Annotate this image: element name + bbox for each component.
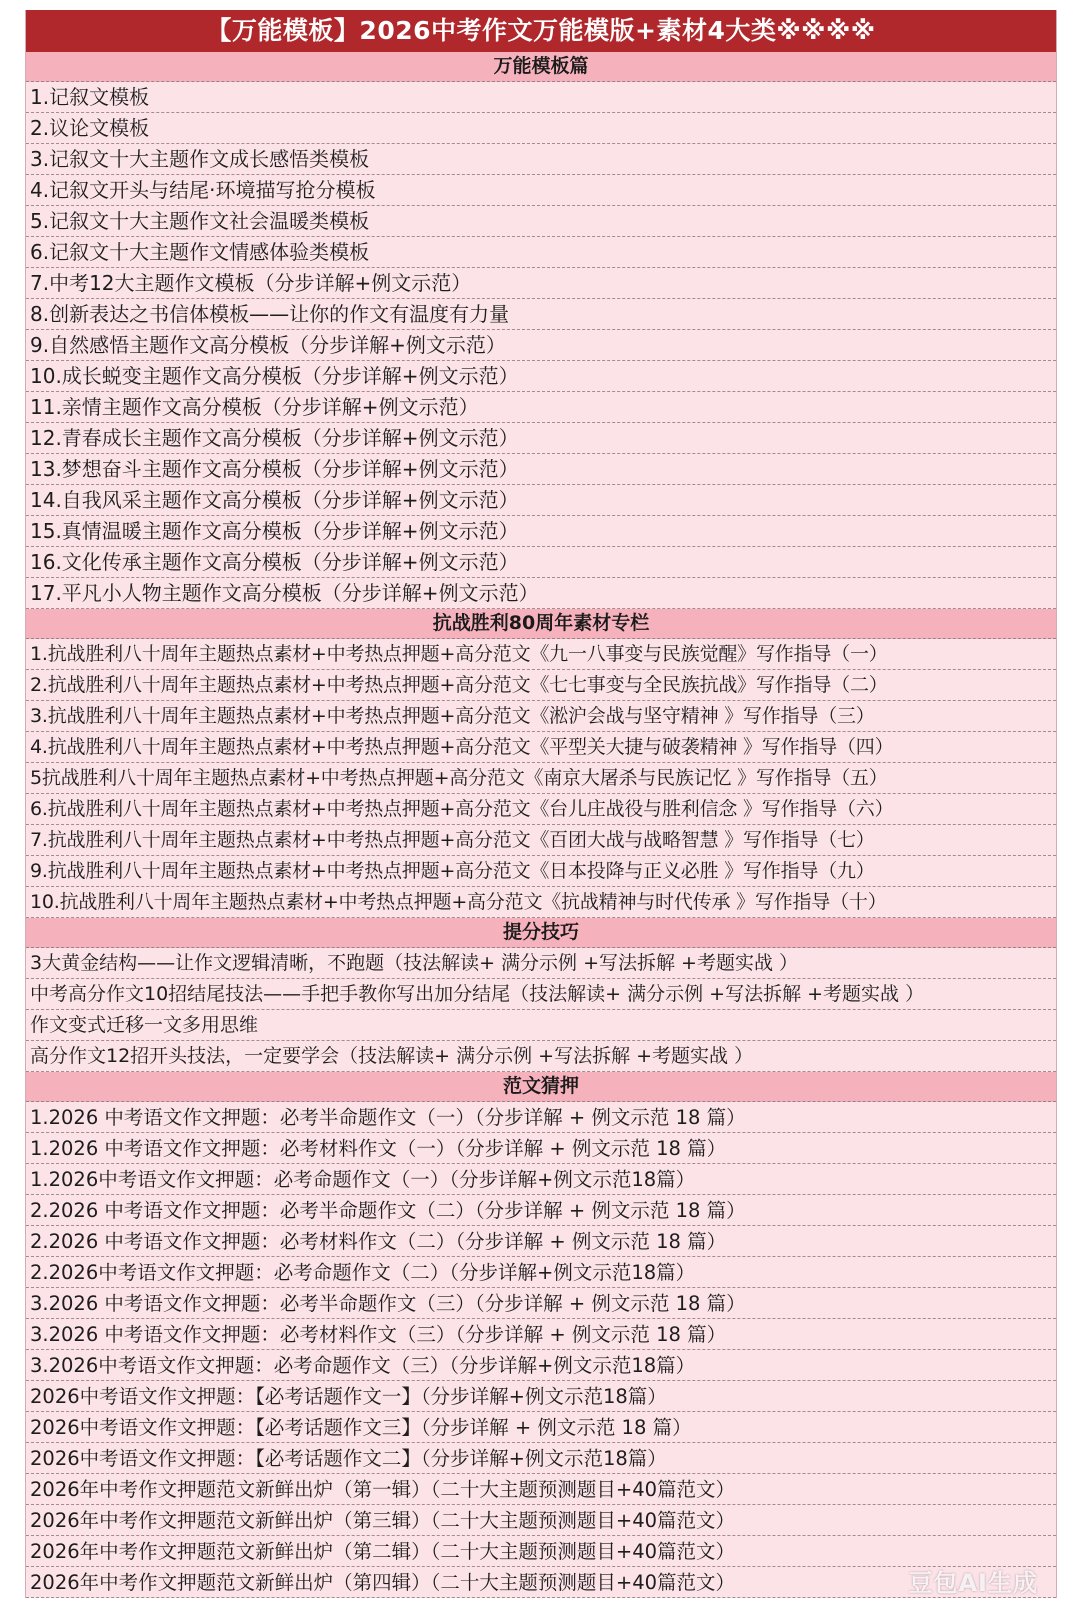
- list-item: 4.记叙文开头与结尾·环境描写抢分模板: [26, 175, 1056, 206]
- list-item: 9.自然感悟主题作文高分模板（分步详解+例文示范）: [26, 330, 1056, 361]
- section-header: 范文猜押: [26, 1072, 1056, 1102]
- list-item: 10.抗战胜利八十周年主题热点素材+中考热点押题+高分范文《抗战精神与时代传承 》写作指导（十）: [26, 887, 1056, 918]
- list-item: 7.抗战胜利八十周年主题热点素材+中考热点押题+高分范文《百团大战与战略智慧 》写作指导（七）: [26, 825, 1056, 856]
- list-item: 2026中考语文作文押题：【必考话题作文三】（分步详解 + 例文示范 18 篇）: [26, 1412, 1056, 1443]
- list-item: 2026年中考作文押题范文新鲜出炉（第三辑）（二十大主题预测题目+40篇范文）: [26, 1505, 1056, 1536]
- list-item: 1.2026 中考语文作文押题：必考半命题作文（一）（分步详解 + 例文示范 18 篇）: [26, 1102, 1056, 1133]
- document-title: 【万能模板】2026中考作文万能模版+素材4大类※※※※: [26, 10, 1056, 52]
- list-item: 3.2026中考语文作文押题：必考命题作文（三）（分步详解+例文示范18篇）: [26, 1350, 1056, 1381]
- list-item: 3.2026 中考语文作文押题：必考半命题作文（三）（分步详解 + 例文示范 18 篇）: [26, 1288, 1056, 1319]
- list-item: 2.2026 中考语文作文押题：必考材料作文（二）（分步详解 + 例文示范 18 篇）: [26, 1226, 1056, 1257]
- list-item: 9.抗战胜利八十周年主题热点素材+中考热点押题+高分范文《日本投降与正义必胜 》写作指导（九）: [26, 856, 1056, 887]
- list-item: 2.2026 中考语文作文押题：必考半命题作文（二）（分步详解 + 例文示范 18 篇）: [26, 1195, 1056, 1226]
- list-item: 2.议论文模板: [26, 113, 1056, 144]
- list-item: 13.梦想奋斗主题作文高分模板（分步详解+例文示范）: [26, 454, 1056, 485]
- list-item: 2026年中考作文押题范文新鲜出炉（第二辑）（二十大主题预测题目+40篇范文）: [26, 1536, 1056, 1567]
- list-item: 12.青春成长主题作文高分模板（分步详解+例文示范）: [26, 423, 1056, 454]
- list-item: 5抗战胜利八十周年主题热点素材+中考热点押题+高分范文《南京大屠杀与民族记忆 》写作指导（五）: [26, 763, 1056, 794]
- list-item: 2026中考语文作文押题：【必考话题作文一】（分步详解+例文示范18篇）: [26, 1381, 1056, 1412]
- list-item: 16.文化传承主题作文高分模板（分步详解+例文示范）: [26, 547, 1056, 578]
- list-item: 4.抗战胜利八十周年主题热点素材+中考热点押题+高分范文《平型关大捷与破袭精神 》写作指导（四）: [26, 732, 1056, 763]
- list-item: 8.创新表达之书信体模板——让你的作文有温度有力量: [26, 299, 1056, 330]
- list-item: 作文变式迁移一文多用思维: [26, 1010, 1056, 1041]
- list-item: 6.记叙文十大主题作文情感体验类模板: [26, 237, 1056, 268]
- section-header: 抗战胜利80周年素材专栏: [26, 609, 1056, 639]
- war-anniversary-section: [26, 609, 1056, 918]
- list-item: 6.抗战胜利八十周年主题热点素材+中考热点押题+高分范文《台儿庄战役与胜利信念 》写作指导（六）: [26, 794, 1056, 825]
- list-item: 2026中考语文作文押题：【必考话题作文二】（分步详解+例文示范18篇）: [26, 1443, 1056, 1474]
- list-item: 2026年中考作文押题范文新鲜出炉（第一辑）（二十大主题预测题目+40篇范文）: [26, 1474, 1056, 1505]
- list-item: 2026年中考作文押题范文新鲜出炉（第四辑）（二十大主题预测题目+40篇范文）: [26, 1567, 1056, 1598]
- ai-watermark: 豆包AI生成: [908, 1569, 1038, 1597]
- list-item: 高分作文12招开头技法，一定要学会（技法解读+ 满分示例 +写法拆解 +考题实战 ）: [26, 1041, 1056, 1072]
- list-item: 2.抗战胜利八十周年主题热点素材+中考热点押题+高分范文《七七事变与全民族抗战》写作指导（二）: [26, 670, 1056, 701]
- list-item: 1.2026 中考语文作文押题：必考材料作文（一）（分步详解 + 例文示范 18 篇）: [26, 1133, 1056, 1164]
- list-item: 3.抗战胜利八十周年主题热点素材+中考热点押题+高分范文《淞沪会战与坚守精神 》写作指导（三）: [26, 701, 1056, 732]
- list-item: 17.平凡小人物主题作文高分模板（分步详解+例文示范）: [26, 578, 1056, 609]
- templates-section: [26, 52, 1056, 609]
- list-item: 1.抗战胜利八十周年主题热点素材+中考热点押题+高分范文《九一八事变与民族觉醒》写作指导（一）: [26, 639, 1056, 670]
- sections-container: [26, 52, 1056, 1598]
- list-item: 3.2026 中考语文作文押题：必考材料作文（三）（分步详解 + 例文示范 18 篇）: [26, 1319, 1056, 1350]
- list-item: 14.自我风采主题作文高分模板（分步详解+例文示范）: [26, 485, 1056, 516]
- document-sheet: [25, 10, 1057, 1598]
- list-item: 1.记叙文模板: [26, 82, 1056, 113]
- essay-prediction-section: [26, 1072, 1056, 1598]
- list-item: 11.亲情主题作文高分模板（分步详解+例文示范）: [26, 392, 1056, 423]
- list-item: 10.成长蜕变主题作文高分模板（分步详解+例文示范）: [26, 361, 1056, 392]
- list-item: 5.记叙文十大主题作文社会温暖类模板: [26, 206, 1056, 237]
- section-header: 提分技巧: [26, 918, 1056, 948]
- section-header: 万能模板篇: [26, 52, 1056, 82]
- list-item: 2.2026中考语文作文押题：必考命题作文（二）（分步详解+例文示范18篇）: [26, 1257, 1056, 1288]
- list-item: 3.记叙文十大主题作文成长感悟类模板: [26, 144, 1056, 175]
- list-item: 15.真情温暖主题作文高分模板（分步详解+例文示范）: [26, 516, 1056, 547]
- list-item: 7.中考12大主题作文模板（分步详解+例文示范）: [26, 268, 1056, 299]
- list-item: 1.2026中考语文作文押题：必考命题作文（一）（分步详解+例文示范18篇）: [26, 1164, 1056, 1195]
- list-item: 3大黄金结构——让作文逻辑清晰，不跑题（技法解读+ 满分示例 +写法拆解 +考题实战 ）: [26, 948, 1056, 979]
- list-item: 中考高分作文10招结尾技法——手把手教你写出加分结尾（技法解读+ 满分示例 +写法拆解 +考题实战 ）: [26, 979, 1056, 1010]
- skills-section: [26, 918, 1056, 1072]
